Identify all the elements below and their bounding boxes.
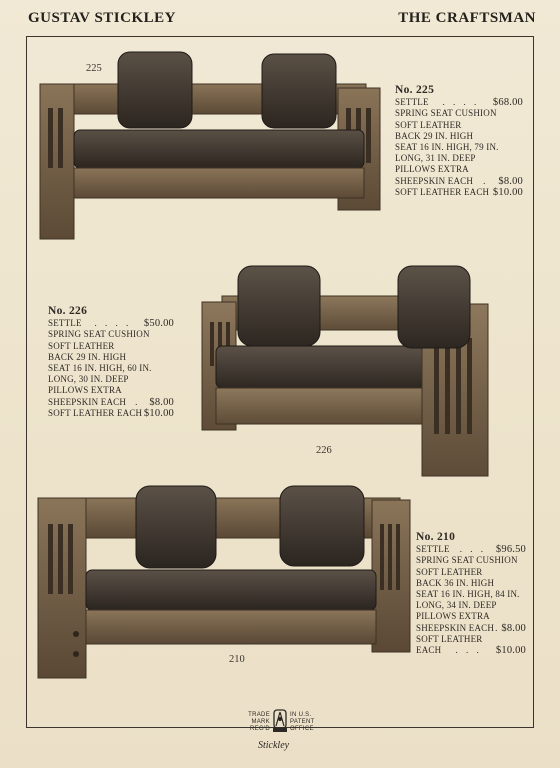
settle-226-illustration	[198, 262, 492, 480]
caption-225: 225	[86, 63, 102, 74]
spec-line: SOFT LEATHER	[395, 119, 462, 130]
spec-line: LONG, 34 IN. DEEP	[416, 600, 497, 611]
spec-line: SOFT LEATHER	[416, 566, 483, 577]
spec-line: SHEEPSKIN EACH . $8.00	[416, 622, 526, 634]
spec-line: LONG, 31 IN. DEEP	[395, 153, 476, 164]
spec-210	[416, 532, 526, 656]
spec-line: BACK 29 IN. HIGH	[48, 351, 127, 362]
caption-210: 210	[229, 654, 245, 665]
spec-line: SETTLE . . . $96.50	[416, 544, 526, 556]
trademark-left-text: TRADE MARK REG'D	[248, 712, 270, 732]
spec-line: PILLOWS EXTRA	[395, 164, 469, 175]
spec-number: No. 225	[395, 84, 435, 96]
spec-line: SEAT 16 IN. HIGH, 60 IN.	[48, 363, 152, 374]
spec-line: SEAT 16 IN. HIGH, 79 IN.	[395, 142, 499, 153]
spec-line: SOFT LEATHER EACH $10.00	[395, 186, 523, 198]
spec-line: LONG, 30 IN. DEEP	[48, 374, 129, 385]
spec-line: SPRING SEAT CUSHION	[395, 108, 497, 119]
spec-line: SHEEPSKIN EACH . $8.00	[395, 175, 523, 187]
caption-226: 226	[316, 445, 332, 456]
spec-225	[395, 85, 523, 198]
spec-line: PILLOWS EXTRA	[416, 611, 490, 622]
spec-line: SOFT LEATHER	[48, 340, 115, 351]
spec-line: SHEEPSKIN EACH . $8.00	[48, 396, 174, 408]
spec-line: PILLOWS EXTRA	[48, 385, 122, 396]
spec-line: SPRING SEAT CUSHION	[48, 329, 150, 340]
spec-line: SEAT 16 IN. HIGH, 84 IN.	[416, 589, 520, 600]
spec-line: EACH . . . $10.00	[416, 645, 526, 657]
spec-line: BACK 29 IN. HIGH	[395, 130, 474, 141]
spec-226	[48, 306, 174, 419]
spec-line: SPRING SEAT CUSHION	[416, 555, 518, 566]
spec-line: SETTLE . . . . $50.00	[48, 318, 174, 330]
settle-210-illustration	[36, 484, 414, 684]
spec-line: SOFT LEATHER EACH $10.00	[48, 407, 174, 419]
header-maker: GUSTAV STICKLEY	[28, 10, 176, 26]
joiner-compass-mark-icon	[272, 708, 288, 734]
spec-number: No. 210	[416, 531, 456, 543]
trademark-right-text: IN U.S. PATENT OFFICE	[290, 712, 315, 732]
settle-225-illustration	[36, 48, 386, 244]
spec-line: SETTLE . . . . $68.00	[395, 97, 523, 109]
spec-number: No. 226	[48, 305, 88, 317]
spec-line: BACK 36 IN. HIGH	[416, 577, 495, 588]
spec-line: SOFT LEATHER	[416, 633, 483, 644]
header-publication: THE CRAFTSMAN	[398, 10, 536, 26]
signature: Stickley	[258, 740, 290, 751]
